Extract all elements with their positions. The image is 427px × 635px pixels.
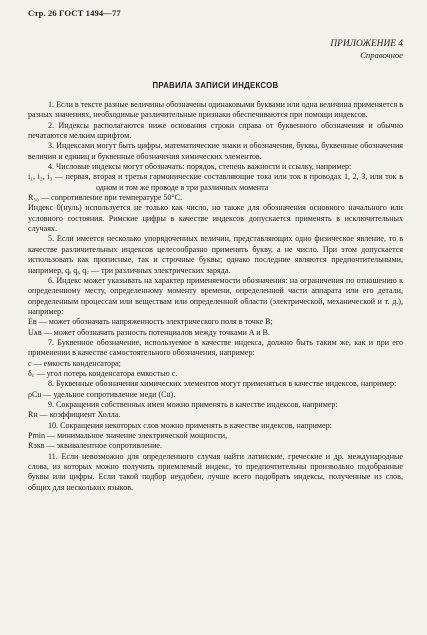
paragraph: 2. Индексы располагаются ниже основания строки справа от буквенного обозначения и обычно печатаются мелким шрифтом. [28,120,403,141]
document-body [28,100,403,493]
appendix-title: ПРИЛОЖЕНИЕ 4 [330,39,403,49]
example-line: c — емкость конденсатора; [28,358,121,368]
example-line: Eᴃ — может обозначать напряженность электрического поля в точке B; [28,317,273,327]
document-title: ПРАВИЛА ЗАПИСИ ИНДЕКСОВ [152,81,279,90]
example-line: Rэкв — эквивалентное сопротивление. [28,441,162,451]
paragraph: 11. Если невозможно для определенного случая найти латинские, греческие и др. международные слова, из которых можно получить приемлемый индекс, то предпочтительны произвольно подобранные буквы или цифры. Если такой подбор неудобен, лучше всего подобрать индексы, полученные из слов, общих для нескольких языков. [28,451,403,492]
paragraph: 5. Если имеется несколько упорядоченных величин, представляющих одно физическое явление, то в качестве различительных индексов целесообразно применять букву, а не число. При этом допускается использовать как прописные, так и строчные буквы; однако последние являются предпочтительными, например, qₐ q₆ q꜀ — три различных электрических заряда. [28,234,403,275]
example-line: δ꜀ — угол потерь конденсатора емкостью c. [28,368,178,378]
example-line: Uᴀᴃ — может обозначать разность потенциалов между точками A и B. [28,327,270,337]
appendix-block [28,39,403,61]
example-line: R₅₀ — сопротивление при температуре 50°С. [28,193,182,203]
paragraph: 6. Индекс может указывать на характер применяемости обозначения: на ограничения по отношению к определенному месту, определенному моменту времени, определенной части аппарата или его детали, определенным процессам или веществам или определенной области (электрической, механической и т. д.), например: [28,275,403,316]
example-line: Rн — коэффициент Холла. [28,410,121,420]
standard-number: ГОСТ 1494—77 [59,8,121,18]
paragraph: 1. Если в тексте разные величины обозначены одинаковыми буквами или одна величина применяется в разных значениях, необходимые различительные признаки обеспечиваются при помощи индексов. [28,100,403,120]
paragraph: 8. Буквенные обозначения химических элементов могут применяться в качестве индексов, например: [48,379,397,389]
paragraph: 10. Сокращения некоторых слов можно применять в качестве индексов, например: [48,420,332,430]
paragraph: Индекс 0(нуль) используется не только как число, но также для обозначения основного начального или условного состояния. Римские цифры в качестве индексов допускается применять в исключительных случаях. [28,203,403,234]
appendix-subtitle: Справочное [360,50,403,60]
paragraph: 7. Буквенное обозначение, используемое в качестве индекса, должно быть таким же, как и при его применении в качестве самостоятельного обозначения, например: [28,337,403,358]
example-line: ρCu — удельное сопротивление меди (Cu). [28,389,176,399]
paragraph: 9. Сокращения собственных имен можно применять в качестве индексов, например: [48,399,338,409]
paragraph: 3. Индексами могут быть цифры, математические знаки и обозначения, буквы, буквенные обозначения величин и единиц и буквенные обозначения химических элементов. [28,141,403,161]
example-line: i₁, i₂, i₃ — первая, вторая и третья гармонические составляющие тока или ток в проводах 1, 2, 3, или ток в одном и том же проводе в три различных момента [28,172,403,192]
page-header [28,8,403,22]
paragraph: 4. Числовые индексы могут обозначать: порядок, степень важности и ссылку, например: [48,162,352,172]
page-number: Стр. 26 [28,8,57,18]
example-line: Pmin — минимальное значение электрической мощности, [28,431,228,440]
